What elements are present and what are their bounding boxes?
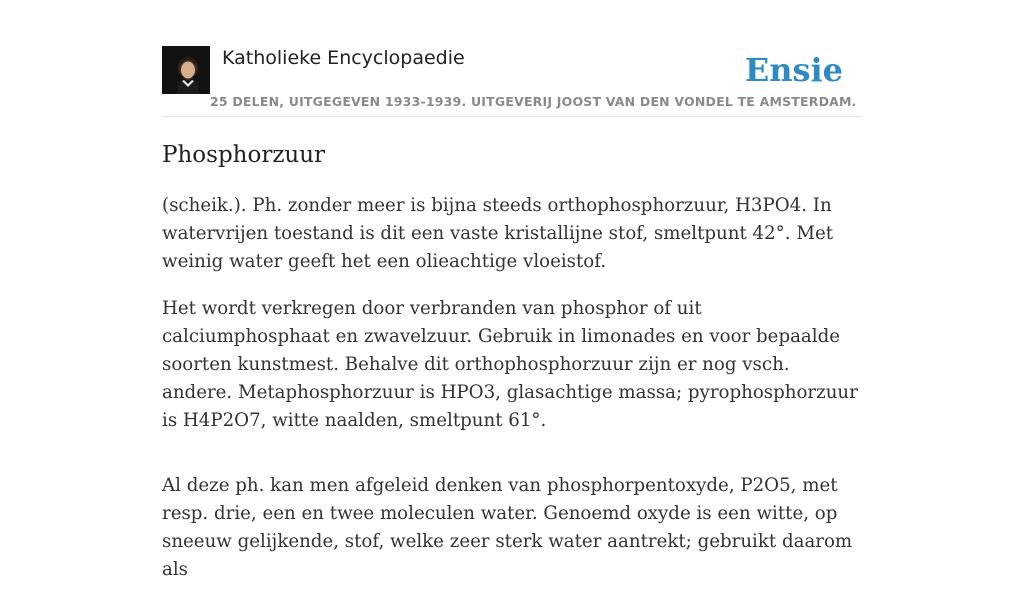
article-paragraph: Al deze ph. kan men afgeleid denken van phosphorpentoxyde, P2O5, met resp. drie, een en twee moleculen water. Genoemd oxyde is een witte, op sneeuw gelijkende, stof, welke zeer sterk water aantrekt; gebruikt daarom als xyxy=(162,475,853,580)
article-body xyxy=(162,192,862,603)
article-paragraph: (scheik.). Ph. zonder meer is bijna steeds orthophosphorzuur, H3PO4. In watervrijen toestand is dit een vaste kristallijne stof, smeltpunt 42°. Met weinig water geeft het een olieachtige vloeistof. xyxy=(162,195,834,272)
header xyxy=(162,46,862,117)
source-title[interactable]: Katholieke Encyclopaedie xyxy=(222,47,465,69)
article-title: Phosphorzuur xyxy=(162,142,326,168)
brand-logo-link[interactable]: Ensie xyxy=(744,51,843,89)
article-paragraph: Het wordt verkregen door verbranden van phosphor of uit calciumphosphaat en zwavelzuur. Gebruik in limonades en voor bepaalde soorten kunstmest. Behalve dit orthophosphorzuur zijn er nog vsch. andere. Metaphosphorzuur is HPO3, glasachtige massa; pyrophosphorzuur is H4P2O7, witte naalden, smeltpunt 61°. xyxy=(162,298,858,431)
source-subtitle: 25 DELEN, UITGEGEVEN 1933-1939. UITGEVERIJ JOOST VAN DEN VONDEL TE AMSTERDAM. xyxy=(210,94,857,109)
portrait-avatar-icon[interactable] xyxy=(162,46,210,94)
